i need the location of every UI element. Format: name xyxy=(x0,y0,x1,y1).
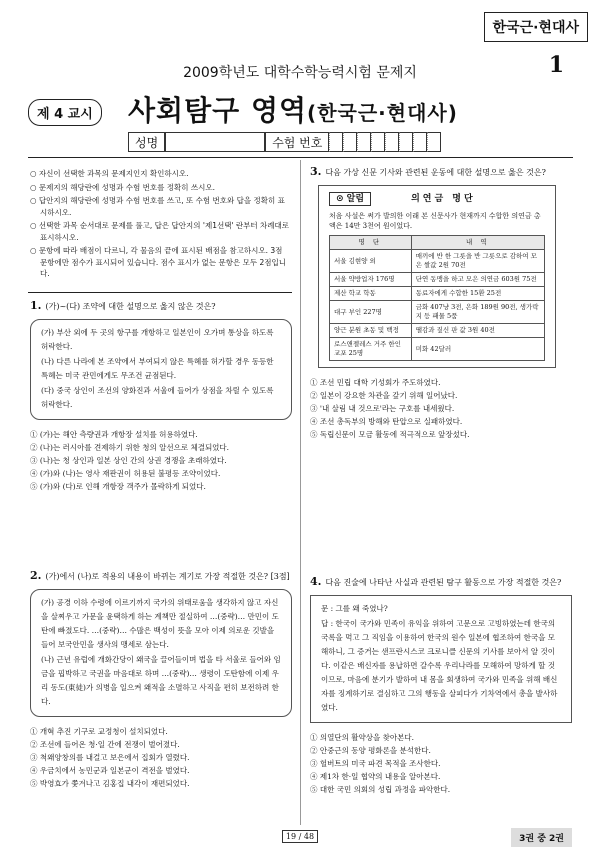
answer-option[interactable]: ③ '내 살림 내 것으로'라는 구호를 내세웠다. xyxy=(310,404,455,413)
table-row xyxy=(330,287,545,301)
page-fraction: 19 / 48 xyxy=(282,830,318,843)
table-cell: 금화 407냥 3전, 은화 189원 90전, 생가락지 등 패물 5품 xyxy=(411,301,544,324)
table-cell: 미화 42달러 xyxy=(411,338,544,361)
subject-main: 사회탐구 영역 xyxy=(128,94,308,127)
question-text: (가)~(다) 조약에 대한 설명으로 옳지 않은 것은? xyxy=(45,302,216,311)
answer-option[interactable]: ④ 우금치에서 농민군과 일본군이 격전을 벌였다. xyxy=(30,766,190,775)
exam-number-digit[interactable] xyxy=(357,132,371,152)
question-1 xyxy=(30,300,292,493)
page-number: 1 xyxy=(548,52,564,78)
answer-option[interactable]: ⑤ 독립신문이 모금 활동에 적극적으로 앞장섰다. xyxy=(310,430,470,439)
answer-options xyxy=(30,428,292,493)
answer-option[interactable]: ⑤ (가)와 (다)로 인해 개항장 객주가 몰락하게 되었다. xyxy=(30,482,206,491)
passage-box xyxy=(310,595,572,723)
exam-number-digit[interactable] xyxy=(385,132,399,152)
answer-options xyxy=(310,731,572,796)
table-cell: 로스앤젤레스 거주 한인 교포 25명 xyxy=(330,338,412,361)
question-text: 다음 가상 신문 기사와 관련된 운동에 대한 설명으로 옳은 것은? xyxy=(325,168,546,177)
passage-box xyxy=(30,589,292,717)
news-label: ⊙ 알림 xyxy=(329,192,371,206)
table-cell: 대구 부인 227명 xyxy=(330,301,412,324)
question-text: 다음 진술에 나타난 사실과 관련된 탐구 활동으로 가장 적절한 것은? xyxy=(325,578,562,587)
exam-number-digit[interactable] xyxy=(427,132,441,152)
answer-option[interactable]: ① 개혁 추진 기구로 교정청이 설치되었다. xyxy=(30,727,168,736)
table-cell: 서울 약방업자 176명 xyxy=(330,273,412,287)
answer-option[interactable]: ① (가)는 해안 측량권과 개항장 설치를 허용하였다. xyxy=(30,430,198,439)
answer-option[interactable]: ① 의열단의 활약상을 찾아본다. xyxy=(310,733,414,742)
exam-title: 2009학년도 대학수학능력시험 문제지 xyxy=(183,65,417,81)
question-number: 3. xyxy=(310,165,322,178)
answer-option[interactable]: ⑤ 박영효가 쫓겨나고 김홍집 내각이 재편되었다. xyxy=(30,779,190,788)
instruction-item: ○ 문항에 따라 배점이 다르니, 각 물음의 끝에 표시된 배점을 참고하시오. 3점 문항에만 점수가 표시되어 있습니다. 점수 표시가 없는 문항은 모두 2점입니다. xyxy=(30,246,286,278)
passage-box xyxy=(30,319,292,420)
table-header: 내 역 xyxy=(411,236,544,250)
exam-number-digit[interactable] xyxy=(413,132,427,152)
table-cell: 동료자에게 수합한 15환 25전 xyxy=(411,287,544,301)
exam-number-digit[interactable] xyxy=(343,132,357,152)
news-intro: 처음 사설은 써가 발의한 이래 본 신문사가 현재까지 수합한 의연금 총액은 14만 3천여 원이었다. xyxy=(329,212,541,230)
answer-option[interactable]: ⑤ 대한 국민 의회의 성립 과정을 파악한다. xyxy=(310,785,451,794)
answer-option[interactable]: ② 일본이 강요한 차관을 갚기 위해 일어났다. xyxy=(310,391,458,400)
table-cell: 서울 김현양 외 xyxy=(330,250,412,273)
passage-line: (다) 중국 상인이 조선의 양화진과 서울에 들어가 상점을 차릴 수 있도록 허락한다. xyxy=(41,386,274,409)
news-article xyxy=(318,185,556,368)
instruction-item: ○ 답안지의 해당란에 성명과 수험 번호를 쓰고, 또 수험 번호와 답을 정확히 표시하시오. xyxy=(30,196,285,217)
table-cell: 단연 동맹을 하고 모은 의연금 603원 75전 xyxy=(411,273,544,287)
answer-option[interactable]: ② 안중근의 동양 평화론을 분석한다. xyxy=(310,746,431,755)
answer-options xyxy=(30,725,292,790)
question-3 xyxy=(310,166,572,441)
instruction-item: ○ 문제지의 해당란에 성명과 수험 번호를 정확히 쓰시오. xyxy=(30,182,216,192)
instruction-item: ○ 자신이 선택한 과목의 문제지인지 확인하시오. xyxy=(30,169,189,178)
passage-line: (가) 공경 이하 수령에 이르기까지 국가의 위태로움을 생각하지 않고 자신을 살찌우고 가문을 윤택하게 하는 계책만 절실하여 …(중략)… 만민이 도탄에 빠졌도다. …(중략)… 수많은 백성이 뜻을 모아 이제 의로운 깃발을 들어 보국안민을 생사의 맹세로 삼는다. xyxy=(41,598,279,649)
subject-sub: (한국근·현대사) xyxy=(307,101,458,125)
subject-tag: 한국근·현대사 xyxy=(484,12,588,42)
instructions-divider xyxy=(28,292,292,293)
table-row xyxy=(330,338,545,361)
answer-option[interactable]: ④ (가)와 (나)는 영사 재판권이 허용된 불평등 조약이었다. xyxy=(30,469,221,478)
exam-number-digit[interactable] xyxy=(329,132,343,152)
question-number: 2. xyxy=(30,569,42,582)
answer-option[interactable]: ③ 척왜양창의를 내걸고 보은에서 집회가 열렸다. xyxy=(30,753,190,762)
table-cell: 매끼에 반 한 그릇을 반 그릇으로 감하여 모은 쌀값 2원 70전 xyxy=(411,250,544,273)
column-divider xyxy=(300,160,301,825)
question-number: 1. xyxy=(30,299,42,312)
exam-number-label: 수험 번호 xyxy=(265,132,329,152)
instructions xyxy=(30,168,292,282)
period-label: 제 4 교시 xyxy=(28,99,102,126)
subject-title xyxy=(128,89,458,129)
answer-options xyxy=(310,376,572,441)
passage-line: (나) 근년 유럽에 개화간당이 왜국을 끌어들이며 법을 타 서울로 들어와 임금을 핍박하고 국권을 마음대로 하며 …(중략)… 생령이 도탄함에 이제 우리 동도(東徒)가 의병을 일으켜 왜적을 소멸하고 사직을 편히 보전하려 한다. xyxy=(41,655,281,706)
question-4 xyxy=(310,576,572,796)
answer-option[interactable]: ③ 헐버트의 미국 파견 목적을 조사한다. xyxy=(310,759,441,768)
exam-number-digit[interactable] xyxy=(399,132,413,152)
passage-line: 문 : 그를 왜 죽였나? xyxy=(321,604,388,613)
table-cell: 양근 분원 초동 및 백정 xyxy=(330,324,412,338)
instruction-item: ○ 선택한 과목 순서대로 문제를 풀고, 답은 답안지의 '제1선택' 란부터 차례대로 표시하시오. xyxy=(30,221,290,242)
news-title: 의연금 명단 xyxy=(411,194,476,204)
answer-option[interactable]: ④ 조선 총독부의 방해와 탄압으로 실패하였다. xyxy=(310,417,463,426)
passage-line: (나) 다른 나라에 본 조약에서 부여되지 않은 특혜를 허가할 경우 동등한 특혜는 미국 관민에게도 무조건 균점된다. xyxy=(41,357,274,380)
table-row xyxy=(330,273,545,287)
question-number: 4. xyxy=(310,575,322,588)
table-row xyxy=(330,324,545,338)
answer-option[interactable]: ③ (나)는 청 상인과 일본 상인 간의 상권 경쟁을 초래하였다. xyxy=(30,456,227,465)
question-text: (가)에서 (나)로 적용의 내용이 바뀌는 계기로 가장 적절한 것은? [3점] xyxy=(45,572,290,581)
name-label: 성명 xyxy=(128,132,165,152)
donation-table xyxy=(329,235,545,361)
table-header: 명 단 xyxy=(330,236,412,250)
header-divider xyxy=(28,157,573,158)
table-cell: 제산 학교 학동 xyxy=(330,287,412,301)
name-row xyxy=(128,132,441,152)
name-field[interactable] xyxy=(165,132,265,152)
question-2 xyxy=(30,570,292,790)
exam-number-digit[interactable] xyxy=(371,132,385,152)
answer-option[interactable]: ① 조선 민립 대학 기성회가 주도하였다. xyxy=(310,378,441,387)
table-cell: 땔감과 짚신 판 값 3원 40전 xyxy=(411,324,544,338)
passage-line: (가) 부산 외에 두 곳의 항구를 개항하고 일본인이 오가며 통상을 하도록 허락한다. xyxy=(41,328,274,351)
passage-line: 답 : 한국이 국가와 민족이 유익을 위하여 고문으로 고빙하였는데 한국의 국록을 먹고 그 직임을 이용하여 한국의 원수 일본에 협조하여 한국을 모해하니, 그 증거는 샌프란시스코 크로니클 신문의 기사를 보아서 알 것이다. 이같은 배신자를 용납하면 갈수록 우리나라를 모해하여 망하게 할 것이므로, 마음에 분기가 발하여 내 몸을 회생하여 국가와 민족을 위해 배신자를 징계하기로 결심하고 그의 행동을 살피다가 기차역에서 총을 발사하였다. xyxy=(321,619,558,712)
volume-label: 3권 중 2권 xyxy=(511,828,572,847)
answer-option[interactable]: ② (나)는 러시아를 견제하기 위한 청의 알선으로 체결되었다. xyxy=(30,443,230,452)
table-row xyxy=(330,301,545,324)
answer-option[interactable]: ② 조선에 들어온 청·일 간에 전쟁이 벌어졌다. xyxy=(30,740,180,749)
answer-option[interactable]: ④ 제1차 한·일 협약의 내용을 알아본다. xyxy=(310,772,441,781)
table-row xyxy=(330,250,545,273)
